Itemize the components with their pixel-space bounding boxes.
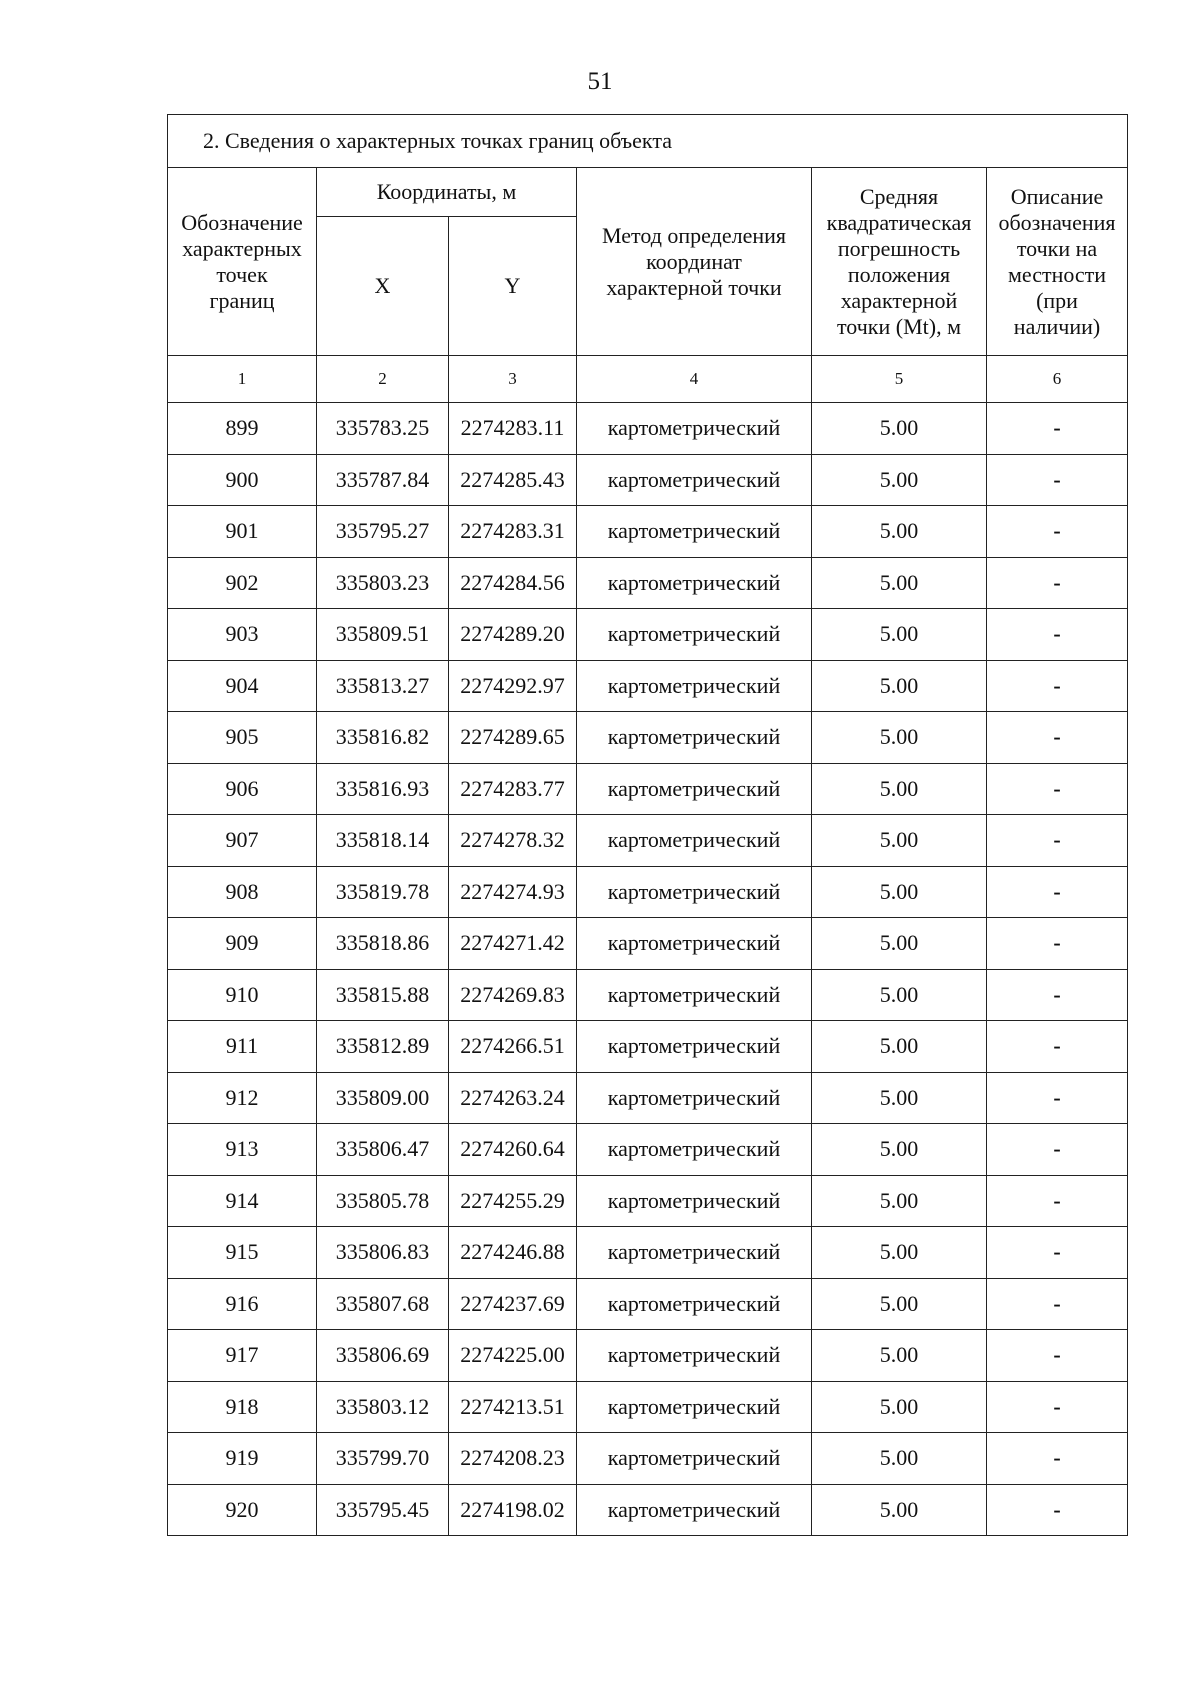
column-number: 5 bbox=[812, 356, 987, 403]
table-row bbox=[168, 1175, 1128, 1227]
header-description-line: местности bbox=[1007, 261, 1107, 287]
description-cell: - bbox=[987, 763, 1128, 815]
error-cell: 5.00 bbox=[812, 712, 987, 764]
point-cell: 911 bbox=[168, 1021, 317, 1073]
y-coordinate-cell: 2274285.43 bbox=[449, 454, 577, 506]
y-coordinate-cell: 2274283.11 bbox=[449, 403, 577, 455]
method-cell: картометрический bbox=[577, 1433, 812, 1485]
x-coordinate-cell: 335803.23 bbox=[317, 557, 449, 609]
x-coordinate-cell: 335805.78 bbox=[317, 1175, 449, 1227]
y-coordinate-cell: 2274274.93 bbox=[449, 866, 577, 918]
header-error-line: погрешность bbox=[837, 235, 961, 261]
error-cell: 5.00 bbox=[812, 403, 987, 455]
point-cell: 913 bbox=[168, 1124, 317, 1176]
method-cell: картометрический bbox=[577, 557, 812, 609]
table-row bbox=[168, 609, 1128, 661]
header-error-line: Средняя bbox=[859, 183, 939, 209]
header-error bbox=[812, 168, 987, 356]
point-cell: 914 bbox=[168, 1175, 317, 1227]
description-cell: - bbox=[987, 454, 1128, 506]
column-number: 1 bbox=[168, 356, 317, 403]
table-caption: 2. Сведения о характерных точках границ объекта bbox=[168, 115, 1128, 168]
y-coordinate-cell: 2274255.29 bbox=[449, 1175, 577, 1227]
page-number: 51 bbox=[587, 68, 613, 95]
table-row bbox=[168, 1021, 1128, 1073]
header-designation-line: границ bbox=[209, 287, 275, 313]
method-cell: картометрический bbox=[577, 1484, 812, 1536]
error-cell: 5.00 bbox=[812, 866, 987, 918]
method-cell: картометрический bbox=[577, 712, 812, 764]
x-coordinate-cell: 335806.47 bbox=[317, 1124, 449, 1176]
table-row bbox=[168, 815, 1128, 867]
x-coordinate-cell: 335787.84 bbox=[317, 454, 449, 506]
table-row bbox=[168, 866, 1128, 918]
point-cell: 907 bbox=[168, 815, 317, 867]
x-coordinate-cell: 335806.83 bbox=[317, 1227, 449, 1279]
column-number: 6 bbox=[987, 356, 1128, 403]
table-row bbox=[168, 969, 1128, 1021]
point-cell: 905 bbox=[168, 712, 317, 764]
point-cell: 915 bbox=[168, 1227, 317, 1279]
header-method bbox=[577, 168, 812, 356]
header-description-line: наличии) bbox=[1013, 313, 1101, 339]
header-error-line: квадратическая bbox=[826, 209, 972, 235]
description-cell: - bbox=[987, 1330, 1128, 1382]
table-row bbox=[168, 918, 1128, 970]
column-number: 4 bbox=[577, 356, 812, 403]
description-cell: - bbox=[987, 506, 1128, 558]
method-cell: картометрический bbox=[577, 660, 812, 712]
method-cell: картометрический bbox=[577, 403, 812, 455]
method-cell: картометрический bbox=[577, 1227, 812, 1279]
x-coordinate-cell: 335809.51 bbox=[317, 609, 449, 661]
error-cell: 5.00 bbox=[812, 609, 987, 661]
table-row bbox=[168, 506, 1128, 558]
y-coordinate-cell: 2274271.42 bbox=[449, 918, 577, 970]
y-coordinate-cell: 2274283.77 bbox=[449, 763, 577, 815]
description-cell: - bbox=[987, 660, 1128, 712]
error-cell: 5.00 bbox=[812, 1433, 987, 1485]
method-cell: картометрический bbox=[577, 1381, 812, 1433]
header-description-line: (при bbox=[1036, 287, 1078, 313]
point-cell: 901 bbox=[168, 506, 317, 558]
description-cell: - bbox=[987, 918, 1128, 970]
header-row bbox=[168, 168, 1128, 217]
table-row bbox=[168, 1330, 1128, 1382]
error-cell: 5.00 bbox=[812, 1175, 987, 1227]
error-cell: 5.00 bbox=[812, 1330, 987, 1382]
table-row bbox=[168, 403, 1128, 455]
y-coordinate-cell: 2274266.51 bbox=[449, 1021, 577, 1073]
header-method-line: координат bbox=[646, 248, 742, 274]
error-cell: 5.00 bbox=[812, 1381, 987, 1433]
table-row bbox=[168, 1381, 1128, 1433]
description-cell: - bbox=[987, 1278, 1128, 1330]
point-cell: 900 bbox=[168, 454, 317, 506]
method-cell: картометрический bbox=[577, 815, 812, 867]
x-coordinate-cell: 335807.68 bbox=[317, 1278, 449, 1330]
table-row bbox=[168, 1072, 1128, 1124]
method-cell: картометрический bbox=[577, 1278, 812, 1330]
column-number: 2 bbox=[317, 356, 449, 403]
method-cell: картометрический bbox=[577, 1124, 812, 1176]
y-coordinate-cell: 2274263.24 bbox=[449, 1072, 577, 1124]
header-x: X bbox=[317, 217, 449, 356]
point-cell: 908 bbox=[168, 866, 317, 918]
error-cell: 5.00 bbox=[812, 1072, 987, 1124]
y-coordinate-cell: 2274283.31 bbox=[449, 506, 577, 558]
error-cell: 5.00 bbox=[812, 969, 987, 1021]
table-row bbox=[168, 557, 1128, 609]
table-row bbox=[168, 763, 1128, 815]
description-cell: - bbox=[987, 557, 1128, 609]
header-designation-line: Обозначение bbox=[181, 209, 303, 235]
x-coordinate-cell: 335783.25 bbox=[317, 403, 449, 455]
x-coordinate-cell: 335795.45 bbox=[317, 1484, 449, 1536]
header-method-line: характерной точки bbox=[606, 274, 782, 300]
x-coordinate-cell: 335818.86 bbox=[317, 918, 449, 970]
header-description-line: Описание bbox=[1010, 183, 1104, 209]
description-cell: - bbox=[987, 1484, 1128, 1536]
error-cell: 5.00 bbox=[812, 1124, 987, 1176]
description-cell: - bbox=[987, 866, 1128, 918]
header-error-line: характерной bbox=[840, 287, 958, 313]
y-coordinate-cell: 2274289.65 bbox=[449, 712, 577, 764]
method-cell: картометрический bbox=[577, 866, 812, 918]
point-cell: 920 bbox=[168, 1484, 317, 1536]
point-cell: 917 bbox=[168, 1330, 317, 1382]
description-cell: - bbox=[987, 712, 1128, 764]
table-row bbox=[168, 712, 1128, 764]
point-cell: 916 bbox=[168, 1278, 317, 1330]
error-cell: 5.00 bbox=[812, 454, 987, 506]
x-coordinate-cell: 335809.00 bbox=[317, 1072, 449, 1124]
x-coordinate-cell: 335799.70 bbox=[317, 1433, 449, 1485]
error-cell: 5.00 bbox=[812, 557, 987, 609]
point-cell: 899 bbox=[168, 403, 317, 455]
table-row bbox=[168, 1227, 1128, 1279]
column-number-row bbox=[168, 356, 1128, 403]
point-cell: 912 bbox=[168, 1072, 317, 1124]
header-error-line: точки (Mt), м bbox=[836, 313, 962, 339]
header-description-line: обозначения bbox=[998, 209, 1116, 235]
table-caption-row bbox=[168, 115, 1128, 168]
table-row bbox=[168, 454, 1128, 506]
description-cell: - bbox=[987, 815, 1128, 867]
method-cell: картометрический bbox=[577, 918, 812, 970]
header-designation-line: характерных bbox=[182, 235, 302, 261]
method-cell: картометрический bbox=[577, 763, 812, 815]
column-number: 3 bbox=[449, 356, 577, 403]
description-cell: - bbox=[987, 1175, 1128, 1227]
y-coordinate-cell: 2274269.83 bbox=[449, 969, 577, 1021]
method-cell: картометрический bbox=[577, 1072, 812, 1124]
x-coordinate-cell: 335818.14 bbox=[317, 815, 449, 867]
method-cell: картометрический bbox=[577, 454, 812, 506]
y-coordinate-cell: 2274246.88 bbox=[449, 1227, 577, 1279]
error-cell: 5.00 bbox=[812, 1278, 987, 1330]
method-cell: картометрический bbox=[577, 1021, 812, 1073]
point-cell: 904 bbox=[168, 660, 317, 712]
y-coordinate-cell: 2274225.00 bbox=[449, 1330, 577, 1382]
table-row bbox=[168, 660, 1128, 712]
header-method-line: Метод определения bbox=[601, 222, 787, 248]
method-cell: картометрический bbox=[577, 1330, 812, 1382]
x-coordinate-cell: 335813.27 bbox=[317, 660, 449, 712]
x-coordinate-cell: 335806.69 bbox=[317, 1330, 449, 1382]
x-coordinate-cell: 335816.93 bbox=[317, 763, 449, 815]
error-cell: 5.00 bbox=[812, 506, 987, 558]
method-cell: картометрический bbox=[577, 1175, 812, 1227]
y-coordinate-cell: 2274198.02 bbox=[449, 1484, 577, 1536]
x-coordinate-cell: 335795.27 bbox=[317, 506, 449, 558]
point-cell: 909 bbox=[168, 918, 317, 970]
y-coordinate-cell: 2274213.51 bbox=[449, 1381, 577, 1433]
point-cell: 906 bbox=[168, 763, 317, 815]
point-cell: 902 bbox=[168, 557, 317, 609]
x-coordinate-cell: 335812.89 bbox=[317, 1021, 449, 1073]
description-cell: - bbox=[987, 1021, 1128, 1073]
table-row bbox=[168, 1433, 1128, 1485]
header-y: Y bbox=[449, 217, 577, 356]
header-description-line: точки на bbox=[1016, 235, 1098, 261]
description-cell: - bbox=[987, 1124, 1128, 1176]
point-cell: 910 bbox=[168, 969, 317, 1021]
error-cell: 5.00 bbox=[812, 763, 987, 815]
error-cell: 5.00 bbox=[812, 1021, 987, 1073]
error-cell: 5.00 bbox=[812, 660, 987, 712]
y-coordinate-cell: 2274278.32 bbox=[449, 815, 577, 867]
header-error-line: положения bbox=[847, 261, 951, 287]
x-coordinate-cell: 335803.12 bbox=[317, 1381, 449, 1433]
method-cell: картометрический bbox=[577, 506, 812, 558]
table-row bbox=[168, 1124, 1128, 1176]
description-cell: - bbox=[987, 969, 1128, 1021]
description-cell: - bbox=[987, 1381, 1128, 1433]
y-coordinate-cell: 2274292.97 bbox=[449, 660, 577, 712]
error-cell: 5.00 bbox=[812, 918, 987, 970]
y-coordinate-cell: 2274289.20 bbox=[449, 609, 577, 661]
table-row bbox=[168, 1484, 1128, 1536]
method-cell: картометрический bbox=[577, 609, 812, 661]
header-description bbox=[987, 168, 1128, 356]
error-cell: 5.00 bbox=[812, 1484, 987, 1536]
description-cell: - bbox=[987, 1072, 1128, 1124]
error-cell: 5.00 bbox=[812, 815, 987, 867]
x-coordinate-cell: 335816.82 bbox=[317, 712, 449, 764]
table-row bbox=[168, 1278, 1128, 1330]
y-coordinate-cell: 2274284.56 bbox=[449, 557, 577, 609]
y-coordinate-cell: 2274237.69 bbox=[449, 1278, 577, 1330]
point-cell: 918 bbox=[168, 1381, 317, 1433]
boundary-points-table bbox=[167, 114, 1128, 1536]
y-coordinate-cell: 2274260.64 bbox=[449, 1124, 577, 1176]
y-coordinate-cell: 2274208.23 bbox=[449, 1433, 577, 1485]
header-designation-line: точек bbox=[216, 261, 268, 287]
point-cell: 903 bbox=[168, 609, 317, 661]
description-cell: - bbox=[987, 1227, 1128, 1279]
header-designation bbox=[168, 168, 317, 356]
description-cell: - bbox=[987, 1433, 1128, 1485]
description-cell: - bbox=[987, 403, 1128, 455]
x-coordinate-cell: 335819.78 bbox=[317, 866, 449, 918]
description-cell: - bbox=[987, 609, 1128, 661]
point-cell: 919 bbox=[168, 1433, 317, 1485]
header-coordinates: Координаты, м bbox=[317, 168, 577, 217]
x-coordinate-cell: 335815.88 bbox=[317, 969, 449, 1021]
error-cell: 5.00 bbox=[812, 1227, 987, 1279]
method-cell: картометрический bbox=[577, 969, 812, 1021]
